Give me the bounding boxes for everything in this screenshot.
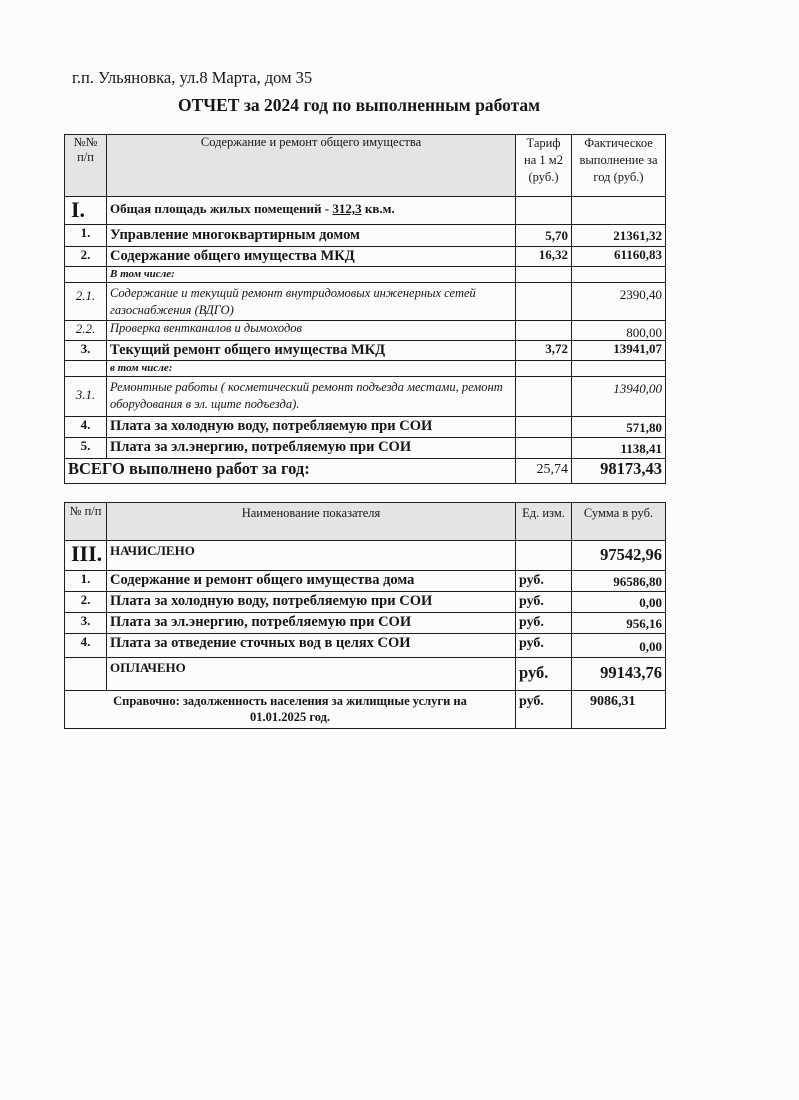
row-num: 3.	[65, 613, 107, 634]
row-name: Текущий ремонт общего имущества МКД	[107, 341, 516, 361]
table-row	[65, 377, 666, 417]
row-num	[65, 361, 107, 377]
row-num: 1.	[65, 225, 107, 247]
table-row	[65, 592, 666, 613]
paid-sum: 99143,76	[572, 658, 666, 691]
row-unit: руб.	[516, 571, 572, 592]
table-row	[65, 321, 666, 341]
row-name: Плата за эл.энергию, потребляемую при СОИ	[107, 613, 516, 634]
table-row	[65, 341, 666, 361]
row-num: 2.1.	[65, 283, 107, 321]
table-row	[65, 361, 666, 377]
row-actual: 61160,83	[572, 247, 666, 267]
row-name: В том числе:	[107, 267, 516, 283]
header-num: №№ п/п	[65, 135, 107, 197]
area-value: 312,3	[332, 201, 362, 216]
total-label: ВСЕГО выполнено работ за год:	[65, 459, 516, 484]
paid-label: ОПЛАЧЕНО	[107, 658, 516, 691]
row-name: Управление многоквартирным домом	[107, 225, 516, 247]
row-sum: 0,00	[572, 634, 666, 658]
table-row	[65, 571, 666, 592]
header-sum: Сумма в руб.	[572, 503, 666, 541]
row-actual: 1138,41	[572, 438, 666, 459]
row-name: Содержание и ремонт общего имущества дома	[107, 571, 516, 592]
row-num: 4.	[65, 417, 107, 438]
works-table	[64, 134, 666, 484]
row-num	[65, 267, 107, 283]
row-actual: 13940,00	[572, 377, 666, 417]
table-row	[65, 613, 666, 634]
header-num: № п/п	[65, 503, 107, 541]
row-num: 2.	[65, 247, 107, 267]
header-actual: Фактическое выполнение за год (руб.)	[572, 135, 666, 197]
row-name: Ремонтные работы ( косметический ремонт подъезда местами, ремонт оборудования в эл. щите подъезда).	[107, 377, 516, 417]
section-sum: 97542,96	[572, 541, 666, 571]
debt-note-sum: 9086,31	[572, 691, 666, 729]
total-row	[65, 459, 666, 484]
row-name: Проверка вентканалов и дымоходов	[107, 321, 516, 341]
row-num: 2.2.	[65, 321, 107, 341]
row-name: Плата за эл.энергию, потребляемую при СОИ	[107, 438, 516, 459]
row-sum: 956,16	[572, 613, 666, 634]
row-actual: 21361,32	[572, 225, 666, 247]
row-actual: 571,80	[572, 417, 666, 438]
row-unit: руб.	[516, 613, 572, 634]
row-name: Плата за холодную воду, потребляемую при СОИ	[107, 417, 516, 438]
row-actual: 13941,07	[572, 341, 666, 361]
row-sum: 96586,80	[572, 571, 666, 592]
total-actual: 98173,43	[572, 459, 666, 484]
row-actual: 2390,40	[572, 283, 666, 321]
row-num: 2.	[65, 592, 107, 613]
paid-row	[65, 658, 666, 691]
paid-unit: руб.	[516, 658, 572, 691]
section-num: III.	[65, 541, 107, 571]
row-name: Плата за холодную воду, потребляемую при СОИ	[107, 592, 516, 613]
table-row	[65, 225, 666, 247]
row-unit: руб.	[516, 634, 572, 658]
header-tariff: Тариф на 1 м2 (руб.)	[516, 135, 572, 197]
row-unit: руб.	[516, 592, 572, 613]
row-name: Содержание общего имущества МКД	[107, 247, 516, 267]
row-name: Содержание и текущий ремонт внутридомовых инженерных сетей газоснабжения (ВДГО)	[107, 283, 516, 321]
debt-note-unit: руб.	[516, 691, 572, 729]
address: г.п. Ульяновка, ул.8 Марта, дом 35	[72, 68, 313, 87]
report-title: ОТЧЕТ за 2024 год по выполненным работам	[178, 95, 541, 115]
row-sum: 0,00	[572, 592, 666, 613]
table-row	[65, 267, 666, 283]
works-table-header	[65, 135, 666, 197]
row-num: 4.	[65, 634, 107, 658]
debt-note-label: Справочно: задолженность населения за жилищные услуги на 01.01.2025 год.	[65, 691, 516, 729]
header-name: Содержание и ремонт общего имущества	[107, 135, 516, 197]
table-row	[65, 283, 666, 321]
total-tariff: 25,74	[516, 459, 572, 484]
row-tariff: 3,72	[516, 341, 572, 361]
table-row	[65, 417, 666, 438]
section-num: I.	[65, 197, 107, 225]
row-actual: 800,00	[572, 321, 666, 341]
section-row	[65, 197, 666, 225]
header-name: Наименование показателя	[107, 503, 516, 541]
table-row	[65, 634, 666, 658]
section-label: Общая площадь жилых помещений - 312,3 кв.м.	[107, 197, 516, 225]
table-row	[65, 247, 666, 267]
row-tariff: 16,32	[516, 247, 572, 267]
table-row	[65, 438, 666, 459]
row-num: 3.	[65, 341, 107, 361]
section-label: НАЧИСЛЕНО	[107, 541, 516, 571]
row-num: 5.	[65, 438, 107, 459]
header-unit: Ед. изм.	[516, 503, 572, 541]
accruals-table	[64, 502, 666, 729]
row-num: 1.	[65, 571, 107, 592]
debt-note-row	[65, 691, 666, 729]
row-name: Плата за отведение сточных вод в целях СОИ	[107, 634, 516, 658]
section-row	[65, 541, 666, 571]
accruals-table-header	[65, 503, 666, 541]
row-tariff: 5,70	[516, 225, 572, 247]
row-name: в том числе:	[107, 361, 516, 377]
row-num: 3.1.	[65, 377, 107, 417]
